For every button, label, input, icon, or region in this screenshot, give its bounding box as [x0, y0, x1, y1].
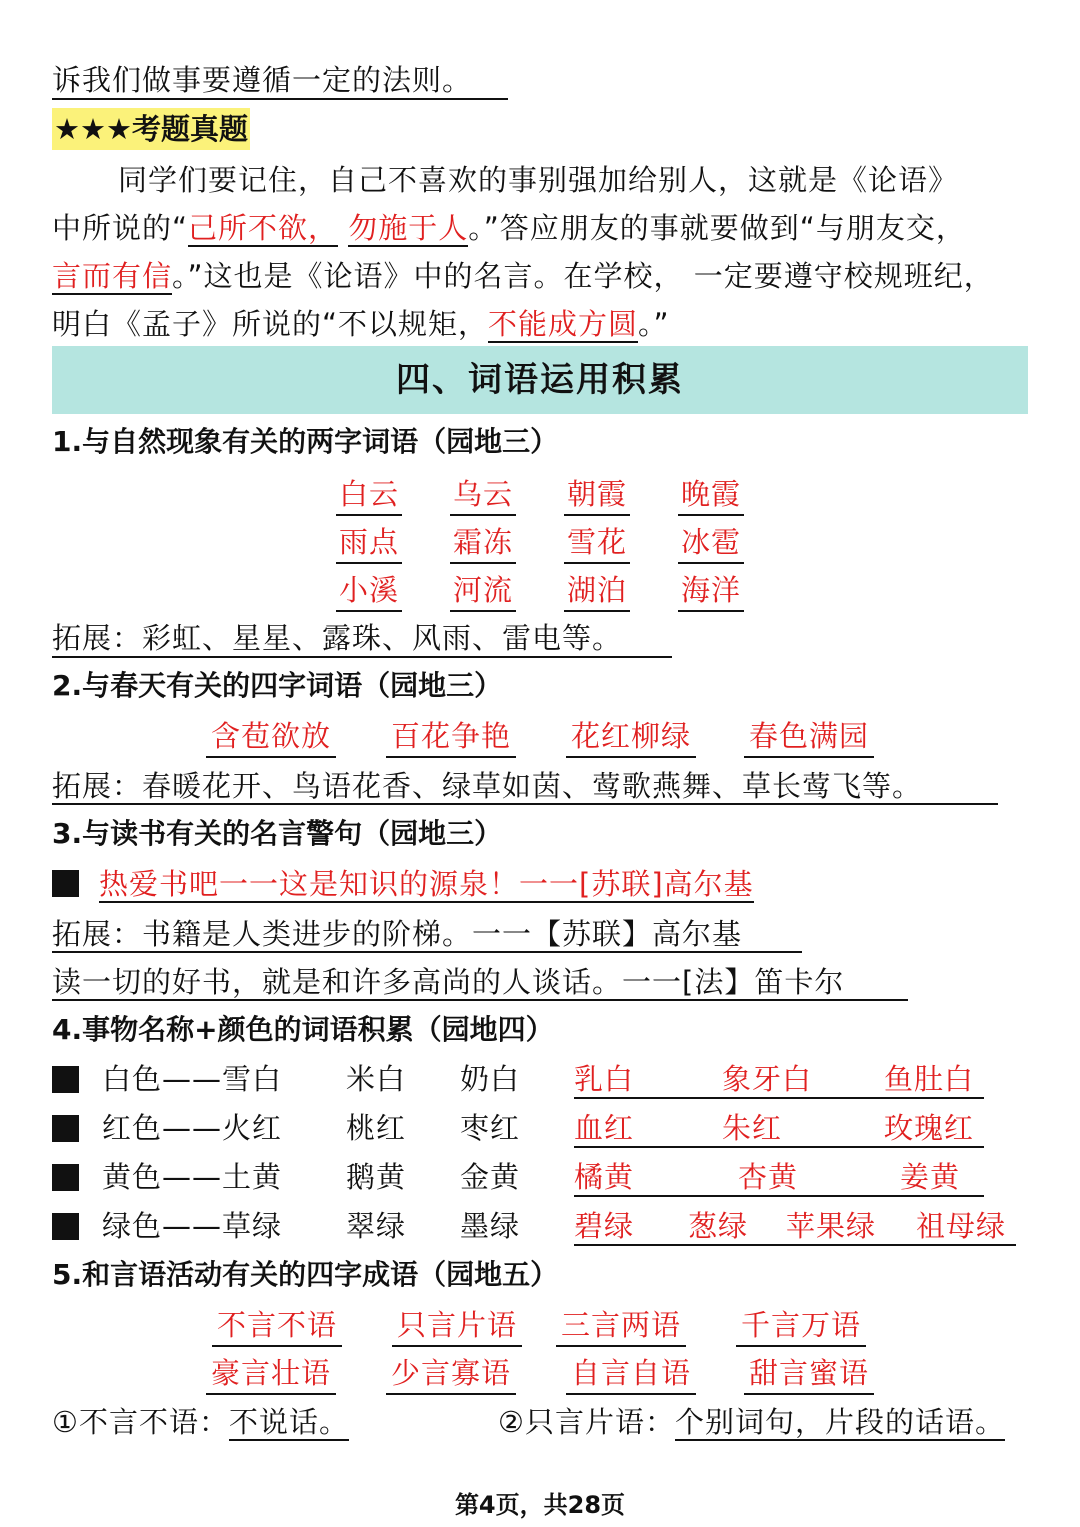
- color-word: 奶白: [460, 1062, 521, 1096]
- text: 。”这也是《论语》中的名言。在学校， 一定要遵守校规班纪，: [172, 259, 994, 293]
- square-bullet-icon: [52, 1115, 79, 1142]
- definition-2: [498, 1402, 1005, 1442]
- nature-word: 雨点: [336, 522, 402, 564]
- color-answer: 苹果绿: [786, 1209, 877, 1243]
- nature-word: 河流: [450, 570, 516, 612]
- nature-word: 白云: [336, 474, 402, 516]
- answer-text: 不能成方圆: [488, 307, 639, 341]
- quote-row: [52, 864, 754, 904]
- square-bullet-icon: [52, 1213, 79, 1240]
- square-bullet-icon: [52, 1066, 79, 1093]
- color-word: 墨绿: [460, 1209, 521, 1243]
- star-heading: ★★★考题真题: [52, 108, 250, 150]
- color-word: 金黄: [460, 1160, 521, 1194]
- underline: [574, 1195, 984, 1197]
- text: 中所说的“: [52, 211, 189, 245]
- paragraph-line-1: 同学们要记住，自己不喜欢的事别强加给别人，这就是《论语》: [118, 163, 959, 197]
- nature-word: 朝霞: [564, 474, 630, 516]
- spring-word: 百花争艳: [386, 716, 516, 758]
- nature-word: 乌云: [450, 474, 516, 516]
- text: [338, 211, 348, 245]
- underline: [574, 1244, 1016, 1246]
- answer-text: 言而有信: [52, 259, 173, 293]
- idiom-word: 千言万语: [736, 1305, 866, 1347]
- nature-word: 晚霞: [678, 474, 744, 516]
- color-answer: 象牙白: [722, 1062, 813, 1096]
- text: 明白《孟子》所说的“不以规矩，: [52, 307, 489, 341]
- nature-word: 湖泊: [564, 570, 630, 612]
- text: 。”答应朋友的事就要做到“与朋友交，: [468, 211, 966, 245]
- paragraph-line-4: [52, 304, 670, 344]
- idiom-word: 三言两语: [556, 1305, 686, 1347]
- answer-text: 己所不欲，: [188, 211, 339, 245]
- line-0: 诉我们做事要遵循一定的法则。: [52, 63, 473, 97]
- color-answer: 玫瑰红: [884, 1111, 975, 1145]
- color-word: 翠绿: [346, 1209, 407, 1243]
- idiom-word: 豪言壮语: [206, 1353, 336, 1395]
- color-answer: 鱼肚白: [884, 1062, 975, 1096]
- paragraph-line-2: [52, 208, 966, 248]
- text: ②只言片语：: [498, 1405, 675, 1439]
- underline: [52, 98, 508, 100]
- nature-word: 小溪: [336, 570, 402, 612]
- color-answer: 乳白: [574, 1062, 635, 1096]
- idiom-word: 少言寡语: [386, 1353, 516, 1395]
- extension-3b: 读一切的好书，就是和许多高尚的人谈话。一一[法】笛卡尔: [52, 965, 845, 999]
- idiom-word: 自言自语: [566, 1353, 696, 1395]
- underline: [574, 1146, 984, 1148]
- square-bullet-icon: [52, 870, 79, 897]
- underline: [52, 803, 998, 805]
- color-answer: 碧绿: [574, 1209, 635, 1243]
- spring-word: 春色满园: [744, 716, 874, 758]
- heading-3: 3.与读书有关的名言警句（园地三）: [52, 817, 503, 850]
- heading-1: 1.与自然现象有关的两字词语（园地三）: [52, 425, 559, 458]
- color-answer: 姜黄: [900, 1160, 961, 1194]
- idiom-word: 甜言蜜语: [744, 1353, 874, 1395]
- heading-5: 5.和言语活动有关的四字成语（园地五）: [52, 1258, 559, 1291]
- extension-2: 拓展：春暖花开、鸟语花香、绿草如茵、莺歌燕舞、草长莺飞等。: [52, 769, 923, 803]
- nature-word: 霜冻: [450, 522, 516, 564]
- definition-1: [52, 1402, 349, 1442]
- idiom-word: 只言片语: [392, 1305, 522, 1347]
- color-word: 米白: [346, 1062, 407, 1096]
- quote-text: 热爱书吧一一这是知识的源泉！一一[苏联]高尔基: [99, 867, 754, 901]
- definition-text: 个别词句，片段的话语。: [675, 1405, 1006, 1439]
- color-answer: 葱绿: [688, 1209, 749, 1243]
- underline: [52, 656, 672, 658]
- underline: [574, 1097, 984, 1099]
- color-base: 红色——火红: [102, 1111, 283, 1145]
- text: 。”: [638, 307, 670, 341]
- color-answer: 朱红: [722, 1111, 783, 1145]
- color-base: 黄色——土黄: [102, 1160, 283, 1194]
- spring-word: 花红柳绿: [566, 716, 696, 758]
- extension-3a: 拓展：书籍是人类进步的阶梯。一一【苏联】高尔基: [52, 917, 743, 951]
- underline: [52, 999, 908, 1001]
- color-answer: 杏黄: [738, 1160, 799, 1194]
- extension-1: 拓展：彩虹、星星、露珠、风雨、雷电等。: [52, 621, 623, 655]
- paragraph-line-3: [52, 256, 994, 296]
- definition-text: 不说话。: [229, 1405, 350, 1439]
- color-base: 绿色——草绿: [102, 1209, 283, 1243]
- square-bullet-icon: [52, 1164, 79, 1191]
- heading-2: 2.与春天有关的四字词语（园地三）: [52, 669, 503, 702]
- nature-word: 雪花: [564, 522, 630, 564]
- underline: [52, 951, 802, 953]
- color-base: 白色——雪白: [102, 1062, 283, 1096]
- color-word: 鹅黄: [346, 1160, 407, 1194]
- text: ①不言不语：: [52, 1405, 229, 1439]
- idiom-word: 不言不语: [212, 1305, 342, 1347]
- heading-4: 4.事物名称+颜色的词语积累（园地四）: [52, 1013, 554, 1046]
- color-answer: 血红: [574, 1111, 635, 1145]
- page-footer: 第4页，共28页: [454, 1491, 626, 1519]
- spring-word: 含苞欲放: [206, 716, 336, 758]
- color-answer: 祖母绿: [916, 1209, 1007, 1243]
- answer-text: 勿施于人: [348, 211, 469, 245]
- nature-word: 海洋: [678, 570, 744, 612]
- nature-word: 冰雹: [678, 522, 744, 564]
- color-word: 桃红: [346, 1111, 407, 1145]
- color-word: 枣红: [460, 1111, 521, 1145]
- color-answer: 橘黄: [574, 1160, 635, 1194]
- section-title: 四、词语运用积累: [52, 346, 1028, 414]
